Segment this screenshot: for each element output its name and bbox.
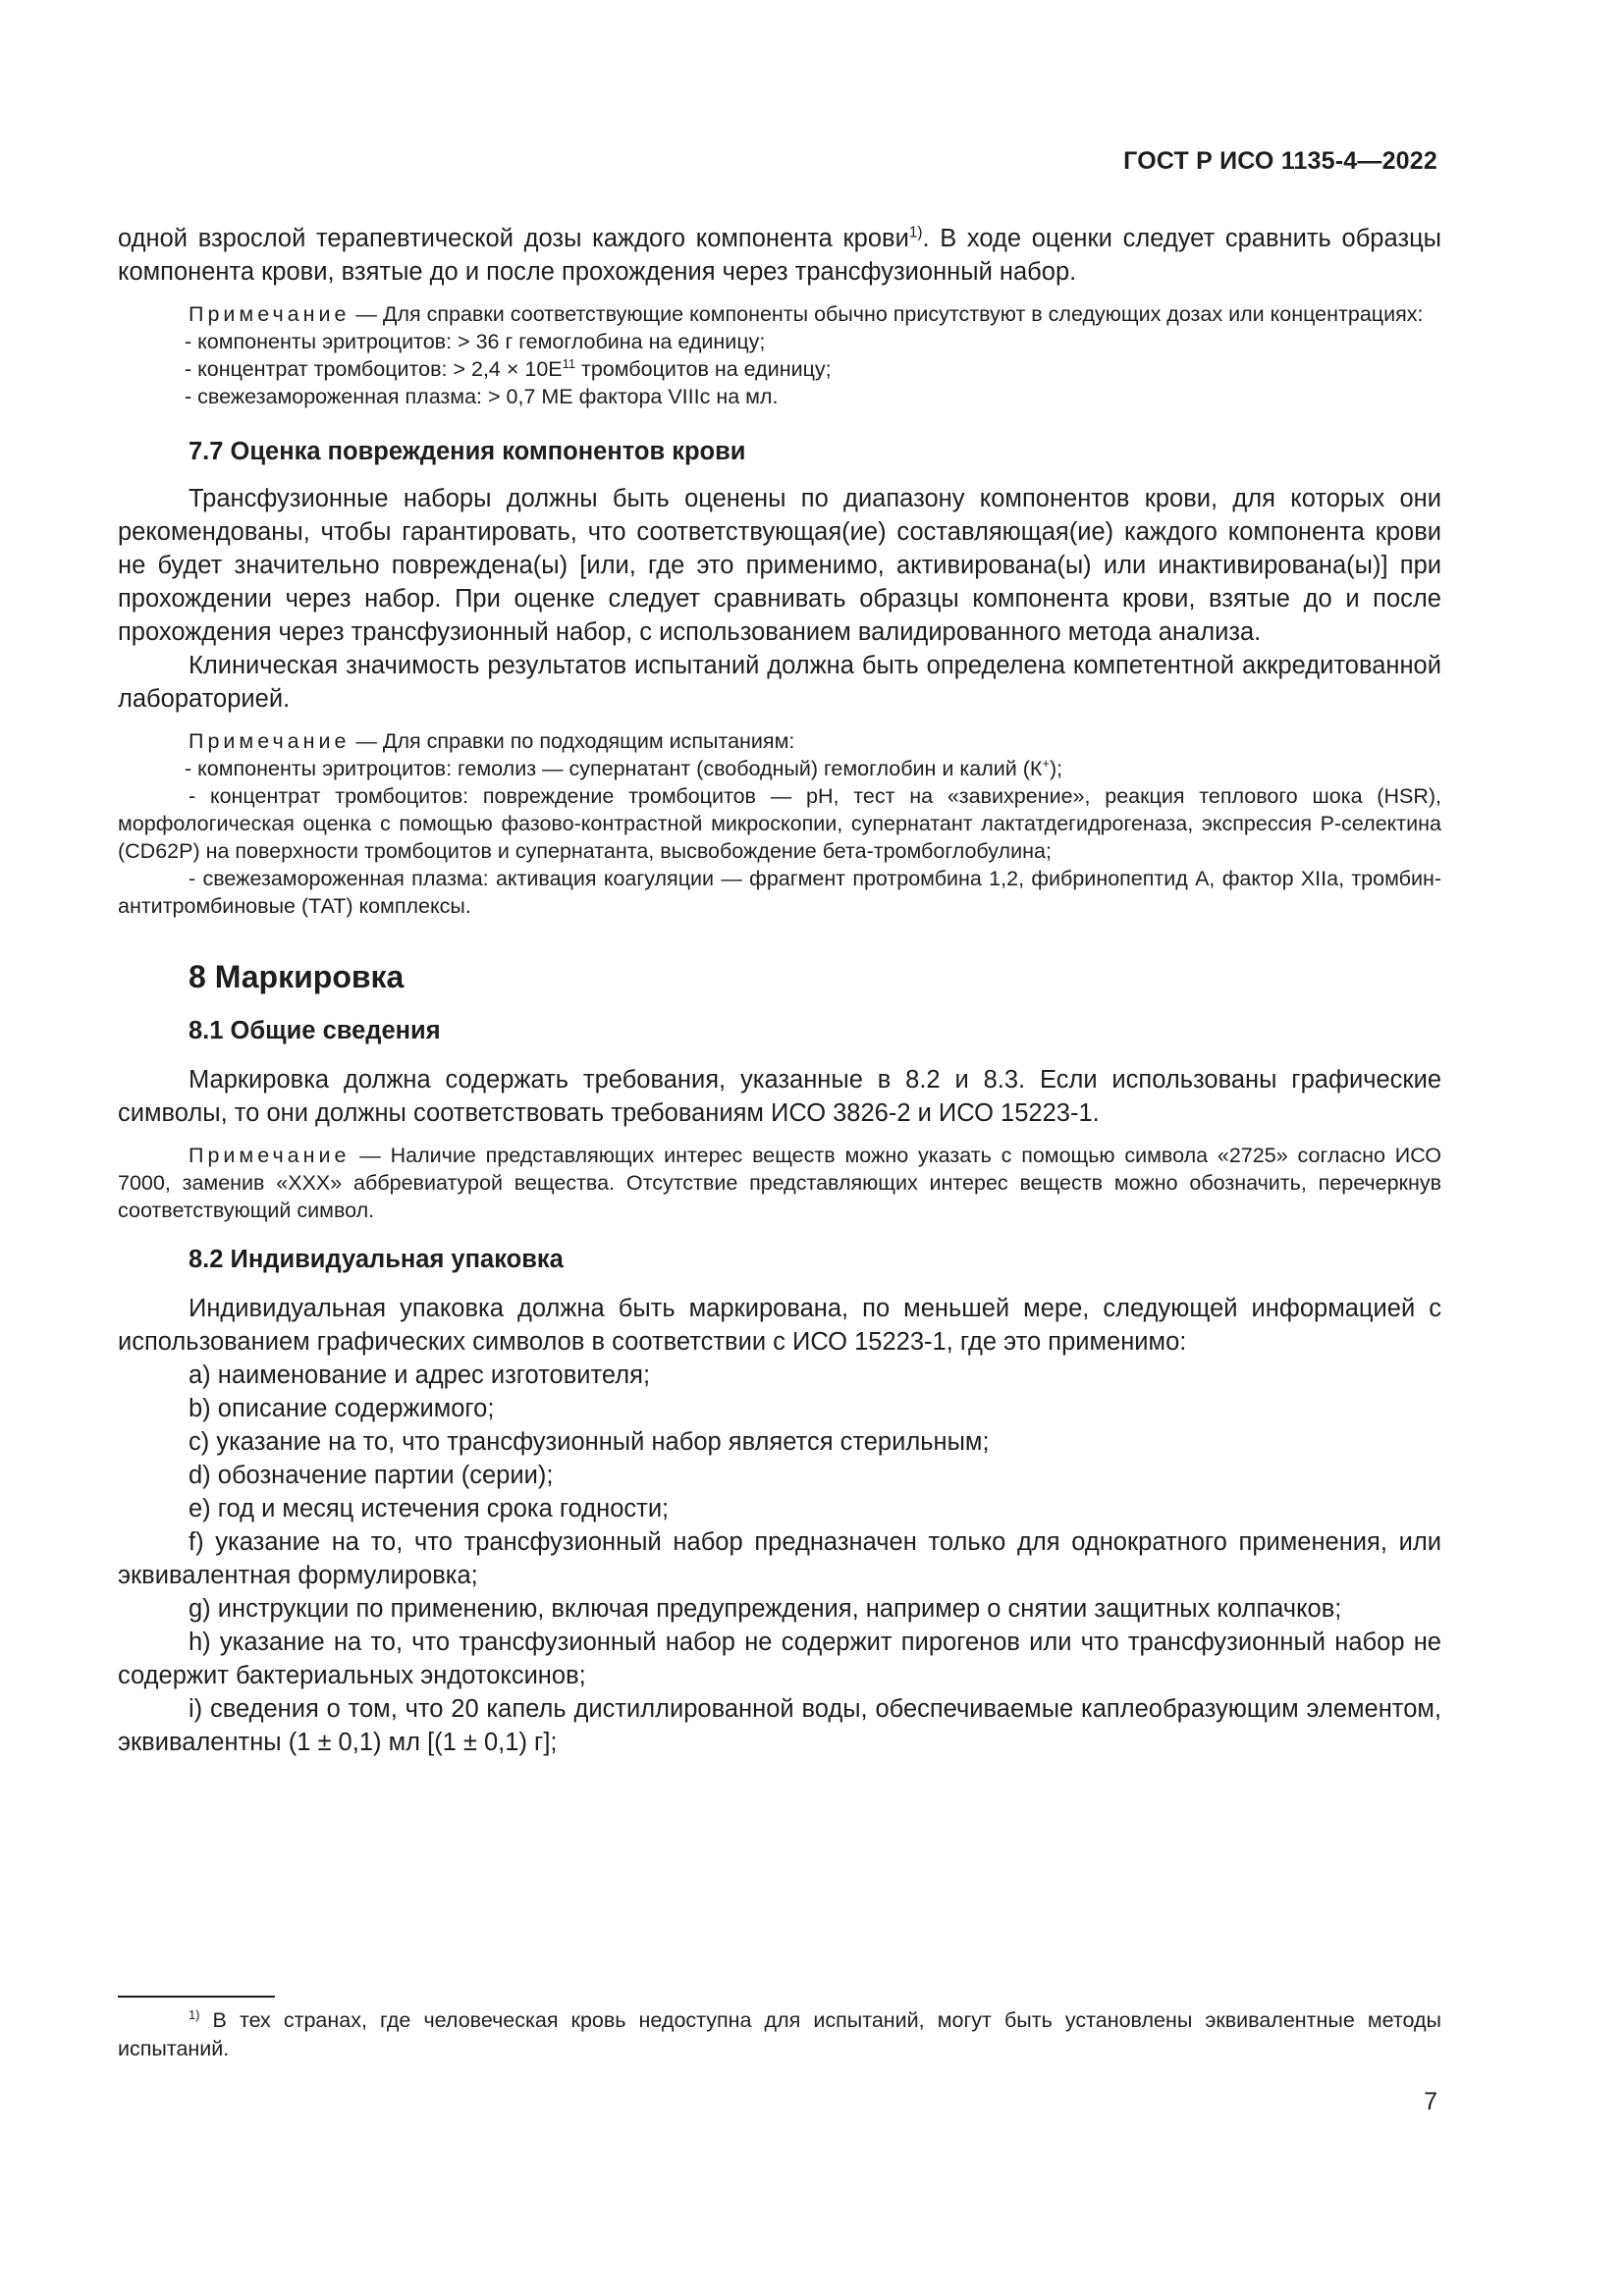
document-id-header: ГОСТ Р ИСО 1135-4—2022 xyxy=(1123,147,1437,175)
note-item: - компоненты эритроцитов: > 36 г гемоглобина на единицу; xyxy=(185,330,766,353)
note-text: — Для справки по подходящим испытаниям: xyxy=(350,729,795,753)
page-content xyxy=(118,222,1441,1759)
footnote-text: В тех странах, где человеческая кровь недоступна для испытаний, могут быть установлены эквивалентные методы испытаний. xyxy=(118,2008,1441,2060)
footnote xyxy=(118,2006,1441,2063)
list-item: i) сведения о том, что 20 капель дистиллированной воды, обеспечиваемые каплеобразующим элементом, эквивалентны (1 ± 0,1) мл [(1 ± 0,1) г]; xyxy=(118,1695,1441,1756)
list-item: f) указание на то, что трансфузионный набор предназначен только для однократного применения, или эквивалентная формулировка; xyxy=(118,1528,1441,1589)
note-dose xyxy=(118,300,1441,328)
paragraph: Индивидуальная упаковка должна быть маркирована, по меньшей мере, следующей информацией с использованием графических символов в соответствии с ИСО 15223-1, где это применимо: xyxy=(118,1295,1441,1356)
text-run: одной взрослой терапевтической дозы каждого компонента крови xyxy=(118,225,909,252)
list-item: h) указание на то, что трансфузионный набор не содержит пирогенов или что трансфузионный набор не содержит бактериальных эндотоксинов; xyxy=(118,1629,1441,1689)
note-text: — Наличие представляющих интерес веществ можно указать с помощью символа «2725» согласно ИСО 7000, заменив «XXX» аббревиатурой вещества. Отсутствие представляющих интерес веществ можно обозначить, перечеркнув соответствующий символ. xyxy=(118,1144,1441,1222)
note-item xyxy=(118,755,1441,782)
note-item: - свежезамороженная плазма: активация коагуляции — фрагмент протромбина 1,2, фибринопептид А, фактор XIIa, тромбин-антитромбиновые (ТАТ) комплексы. xyxy=(118,867,1441,918)
text-run: ); xyxy=(1049,757,1063,780)
list-item: c) указание на то, что трансфузионный набор является стерильным; xyxy=(189,1428,990,1456)
section-heading-8-1: 8.1 Общие сведения xyxy=(189,1017,441,1044)
paragraph-continuation xyxy=(118,222,1441,289)
note-tests xyxy=(118,727,1441,755)
footnote-mark: 1) xyxy=(189,2006,200,2022)
footnote-ref[interactable]: 1) xyxy=(908,224,923,241)
note-label: Примечание xyxy=(189,729,351,753)
note-item xyxy=(118,355,1441,383)
list-item: e) год и месяц истечения срока годности; xyxy=(189,1495,670,1522)
note-text: — Для справки соответствующие компоненты обычно присутствуют в следующих дозах или концентрациях: xyxy=(350,302,1424,326)
text-run: . В ходе оценки следует сравнить образцы компонента крови, взятые до и после прохождения через трансфузионный набор. xyxy=(118,225,1442,286)
text-run: - концентрат тромбоцитов: > 2,4 × 10Е xyxy=(185,357,563,381)
note-item: - концентрат тромбоцитов: повреждение тромбоцитов — pH, тест на «завихрение», реакция теплового шока (HSR), морфологическая оценка с помощью фазово-контрастной микроскопии, супернатант лактатдегидрогеназа, экспрессия Р-селектина (CD62P) на поверхности тромбоцитов и супернатанта, высвобождение бета-тромбоглобулина; xyxy=(118,784,1441,863)
note-label: Примечание xyxy=(189,1144,351,1167)
paragraph: Маркировка должна содержать требования, указанные в 8.2 и 8.3. Если использованы графические символы, то они должны соответствовать требованиям ИСО 3826-2 и ИСО 15223-1. xyxy=(118,1066,1441,1127)
note-item: - свежезамороженная плазма: > 0,7 МЕ фактора VIIIc на мл. xyxy=(185,385,779,408)
section-heading-7-7: 7.7 Оценка повреждения компонентов крови xyxy=(189,438,746,465)
note-label: Примечание xyxy=(189,302,351,326)
text-run: тромбоцитов на единицу; xyxy=(575,357,832,381)
footnote-separator xyxy=(118,1996,275,1998)
list-item: b) описание содержимого; xyxy=(189,1395,495,1422)
text-run: - компоненты эритроцитов: гемолиз — супернатант (свободный) гемоглобин и калий (К xyxy=(185,757,1043,780)
list-item: g) инструкции по применению, включая предупреждения, например о снятии защитных колпачков; xyxy=(189,1595,1342,1623)
list-item: a) наименование и адрес изготовителя; xyxy=(189,1362,651,1389)
note-symbols xyxy=(118,1142,1441,1224)
superscript: 11 xyxy=(562,355,576,371)
list-item: d) обозначение партии (серии); xyxy=(189,1462,554,1489)
paragraph: Трансфузионные наборы должны быть оценены по диапазону компонентов крови, для которых они рекомендованы, чтобы гарантировать, что соответствующая(ие) составляющая(ие) каждого компонента крови не будет значительно повреждена(ы) [или, где это применимо, активирована(ы) или инактивирована(ы)] при прохождении через набор. При оценке следует сравнивать образцы компонента крови, взятые до и после прохождения через трансфузионный набор, с использованием валидированного метода анализа. xyxy=(118,485,1441,646)
superscript: + xyxy=(1042,755,1050,771)
section-heading-8-2: 8.2 Индивидуальная упаковка xyxy=(189,1246,564,1273)
page-number: 7 xyxy=(1424,2088,1437,2115)
section-heading-8: 8 Маркировка xyxy=(189,959,405,994)
paragraph: Клиническая значимость результатов испытаний должна быть определена компетентной аккредитованной лабораторией. xyxy=(118,652,1441,713)
